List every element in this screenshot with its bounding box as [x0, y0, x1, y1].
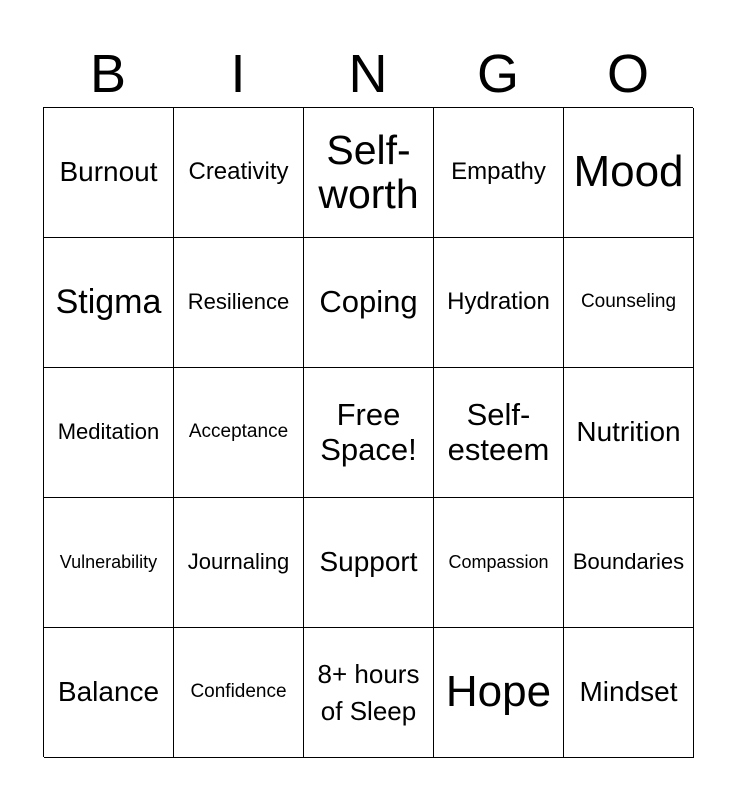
bingo-cell[interactable]: [44, 368, 174, 498]
cell-label: 8+ hours of Sleep: [317, 658, 420, 726]
header-letter-b: B: [89, 44, 127, 104]
bingo-cell[interactable]: [434, 628, 564, 758]
bingo-cell[interactable]: [44, 238, 174, 368]
cell-label: Counseling: [580, 291, 677, 313]
bingo-cell[interactable]: [564, 368, 694, 498]
bingo-cell[interactable]: [434, 368, 564, 498]
bingo-cell[interactable]: [44, 498, 174, 628]
bingo-cell[interactable]: [564, 498, 694, 628]
cell-label: Meditation: [57, 419, 160, 445]
bingo-header: [43, 40, 693, 108]
bingo-cell[interactable]: [304, 628, 434, 758]
bingo-cell[interactable]: [174, 628, 304, 758]
cell-label: Self-worth: [318, 127, 419, 217]
cell-label: Mood: [573, 147, 684, 197]
cell-label: Boundaries: [572, 549, 685, 575]
bingo-cell[interactable]: [304, 108, 434, 238]
cell-label: Burnout: [59, 156, 158, 188]
header-letter-n: N: [348, 44, 388, 104]
bingo-cell[interactable]: [44, 628, 174, 758]
bingo-cell[interactable]: [304, 498, 434, 628]
bingo-board: [43, 107, 693, 757]
cell-label: Acceptance: [188, 421, 289, 443]
cell-label: Support: [319, 546, 418, 578]
cell-label: Coping: [319, 284, 418, 320]
cell-label: Confidence: [190, 681, 287, 703]
bingo-cell[interactable]: [564, 238, 694, 368]
bingo-cell[interactable]: [44, 108, 174, 238]
cell-label: Journaling: [187, 549, 290, 575]
bingo-cell[interactable]: [564, 108, 694, 238]
header-letter-o: O: [606, 44, 649, 104]
cell-label: Hope: [445, 667, 552, 717]
header-letter-i: I: [230, 44, 246, 104]
bingo-cell[interactable]: [434, 498, 564, 628]
bingo-cell[interactable]: [304, 238, 434, 368]
cell-label: Self-esteem: [447, 397, 550, 467]
cell-label: Resilience: [187, 289, 290, 315]
cell-label: Compassion: [448, 551, 549, 572]
free-space-cell[interactable]: [304, 368, 434, 498]
header-letter-g: G: [476, 44, 519, 104]
cell-label: Vulnerability: [59, 551, 158, 572]
cell-label: Creativity: [188, 158, 289, 186]
bingo-cell[interactable]: [174, 368, 304, 498]
cell-label: Balance: [57, 676, 160, 708]
bingo-cell[interactable]: [434, 108, 564, 238]
cell-label: Nutrition: [576, 416, 681, 448]
cell-label: Mindset: [579, 676, 678, 708]
cell-label: Hydration: [447, 288, 550, 316]
cell-label: Free Space!: [320, 397, 417, 467]
bingo-cell[interactable]: [174, 498, 304, 628]
bingo-cell[interactable]: [434, 238, 564, 368]
bingo-cell[interactable]: [174, 238, 304, 368]
bingo-cell[interactable]: [174, 108, 304, 238]
bingo-cell[interactable]: [564, 628, 694, 758]
cell-label: Empathy: [451, 158, 546, 186]
cell-label: Stigma: [55, 282, 162, 321]
